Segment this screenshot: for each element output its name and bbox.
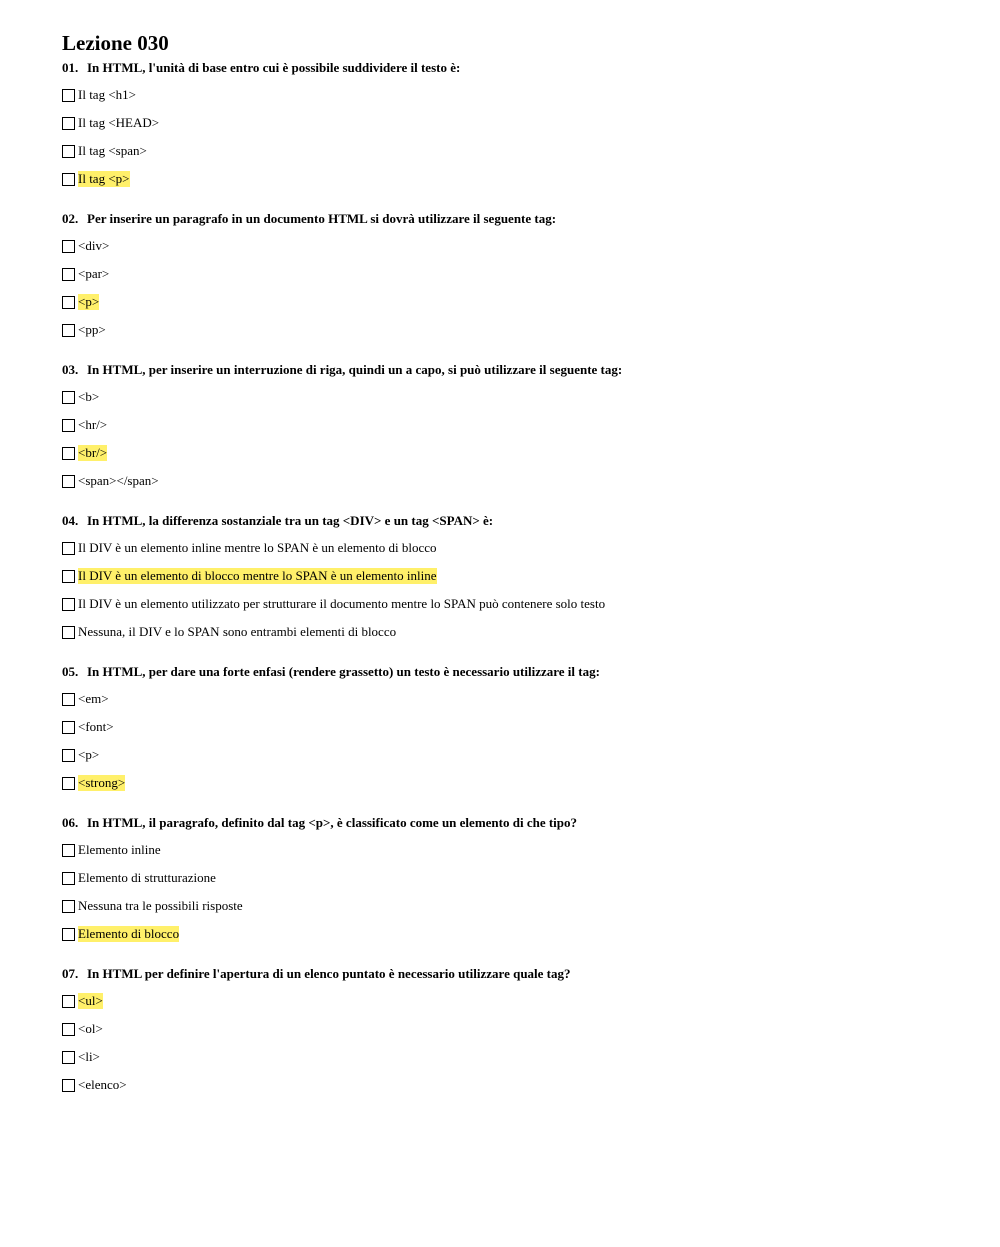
document-page	[62, 30, 962, 1099]
question-block	[62, 360, 962, 495]
answer-checkbox[interactable]	[62, 324, 75, 337]
answer-text-highlighted: Il tag <p>	[78, 171, 130, 186]
answer-checkbox[interactable]	[62, 145, 75, 158]
question-text	[62, 964, 962, 984]
answer-checkbox[interactable]	[62, 1023, 75, 1036]
answer-checkbox[interactable]	[62, 626, 75, 639]
answer-text-highlighted: <strong>	[78, 775, 126, 790]
answer-option[interactable]	[62, 383, 962, 411]
answer-text: Il DIV è un elemento utilizzato per strutturare il documento mentre lo SPAN può contenere solo testo	[78, 596, 606, 611]
answer-text: <div>	[78, 238, 110, 253]
answer-checkbox[interactable]	[62, 89, 75, 102]
answer-option[interactable]	[62, 741, 962, 769]
answer-option[interactable]	[62, 109, 962, 137]
answer-text: <hr/>	[78, 417, 108, 432]
answer-text: Il DIV è un elemento inline mentre lo SPAN è un elemento di blocco	[78, 540, 437, 555]
answer-option[interactable]	[62, 467, 962, 495]
answer-checkbox[interactable]	[62, 542, 75, 555]
answer-text-highlighted: <p>	[78, 294, 100, 309]
answer-text: <par>	[78, 266, 110, 281]
question-block	[62, 511, 962, 646]
question-label: Per inserire un paragrafo in un documento HTML si dovrà utilizzare il seguente tag:	[87, 211, 557, 226]
answer-text: <pp>	[78, 322, 106, 337]
answer-checkbox[interactable]	[62, 268, 75, 281]
question-number: 01.	[62, 60, 79, 75]
answer-text: <ol>	[78, 1021, 103, 1036]
question-block	[62, 662, 962, 797]
question-block	[62, 209, 962, 344]
answer-text: Nessuna tra le possibili risposte	[78, 898, 243, 913]
answer-checkbox[interactable]	[62, 173, 75, 186]
question-label: In HTML, il paragrafo, definito dal tag <p>, è classificato come un elemento di che tipo?	[87, 815, 578, 830]
question-label: In HTML, la differenza sostanziale tra un tag <DIV> e un tag <SPAN> è:	[87, 513, 494, 528]
question-block	[62, 58, 962, 193]
answer-text: <p>	[78, 747, 100, 762]
question-text	[62, 360, 962, 380]
answer-option[interactable]	[62, 534, 962, 562]
answer-option[interactable]	[62, 920, 962, 948]
question-list	[62, 58, 962, 1099]
answer-option[interactable]	[62, 769, 962, 797]
answer-checkbox[interactable]	[62, 844, 75, 857]
answer-text: Elemento inline	[78, 842, 161, 857]
question-block	[62, 964, 962, 1099]
page-title: Lezione 030	[62, 31, 169, 55]
question-number: 06.	[62, 815, 79, 830]
answer-option[interactable]	[62, 316, 962, 344]
answer-option[interactable]	[62, 836, 962, 864]
question-text	[62, 813, 962, 833]
answer-option[interactable]	[62, 232, 962, 260]
question-label: In HTML, l'unità di base entro cui è possibile suddividere il testo è:	[87, 60, 461, 75]
answer-option[interactable]	[62, 987, 962, 1015]
answer-checkbox[interactable]	[62, 900, 75, 913]
answer-checkbox[interactable]	[62, 928, 75, 941]
answer-text: Il tag <span>	[78, 143, 147, 158]
answer-checkbox[interactable]	[62, 777, 75, 790]
question-label: In HTML per definire l'apertura di un elenco puntato è necessario utilizzare quale tag?	[87, 966, 571, 981]
answer-text-highlighted: <br/>	[78, 445, 108, 460]
question-number: 05.	[62, 664, 79, 679]
answer-checkbox[interactable]	[62, 117, 75, 130]
answer-option[interactable]	[62, 439, 962, 467]
answer-option[interactable]	[62, 562, 962, 590]
answer-option[interactable]	[62, 590, 962, 618]
answer-option[interactable]	[62, 713, 962, 741]
question-text	[62, 662, 962, 682]
answer-text: <elenco>	[78, 1077, 127, 1092]
answer-checkbox[interactable]	[62, 995, 75, 1008]
answer-option[interactable]	[62, 1015, 962, 1043]
question-text	[62, 209, 962, 229]
question-label: In HTML, per dare una forte enfasi (rendere grassetto) un testo è necessario utilizzare il tag:	[87, 664, 600, 679]
answer-checkbox[interactable]	[62, 391, 75, 404]
question-block	[62, 813, 962, 948]
answer-text: Il tag <h1>	[78, 87, 136, 102]
answer-text: Nessuna, il DIV e lo SPAN sono entrambi elementi di blocco	[78, 624, 397, 639]
answer-option[interactable]	[62, 137, 962, 165]
answer-option[interactable]	[62, 1071, 962, 1099]
answer-option[interactable]	[62, 411, 962, 439]
answer-text: <li>	[78, 1049, 100, 1064]
answer-text: <em>	[78, 691, 109, 706]
answer-checkbox[interactable]	[62, 872, 75, 885]
question-text	[62, 511, 962, 531]
answer-option[interactable]	[62, 288, 962, 316]
answer-checkbox[interactable]	[62, 419, 75, 432]
answer-option[interactable]	[62, 1043, 962, 1071]
answer-checkbox[interactable]	[62, 570, 75, 583]
answer-text-highlighted: Elemento di blocco	[78, 926, 180, 941]
answer-option[interactable]	[62, 260, 962, 288]
question-number: 04.	[62, 513, 79, 528]
answer-checkbox[interactable]	[62, 447, 75, 460]
answer-checkbox[interactable]	[62, 475, 75, 488]
question-number: 02.	[62, 211, 79, 226]
answer-option[interactable]	[62, 618, 962, 646]
answer-checkbox[interactable]	[62, 721, 75, 734]
answer-checkbox[interactable]	[62, 1079, 75, 1092]
answer-option[interactable]	[62, 165, 962, 193]
answer-option[interactable]	[62, 864, 962, 892]
answer-checkbox[interactable]	[62, 296, 75, 309]
answer-text-highlighted: Il DIV è un elemento di blocco mentre lo SPAN è un elemento inline	[78, 568, 437, 583]
question-number: 07.	[62, 966, 79, 981]
answer-text: <font>	[78, 719, 114, 734]
answer-checkbox[interactable]	[62, 749, 75, 762]
answer-text: <b>	[78, 389, 100, 404]
answer-checkbox[interactable]	[62, 1051, 75, 1064]
answer-text-highlighted: <ul>	[78, 993, 103, 1008]
answer-option[interactable]	[62, 685, 962, 713]
answer-checkbox[interactable]	[62, 598, 75, 611]
answer-option[interactable]	[62, 892, 962, 920]
answer-text: <span></span>	[78, 473, 159, 488]
question-label: In HTML, per inserire un interruzione di riga, quindi un a capo, si può utilizzare il seguente tag:	[87, 362, 623, 377]
answer-text: Elemento di strutturazione	[78, 870, 216, 885]
answer-option[interactable]	[62, 81, 962, 109]
question-text	[62, 58, 962, 78]
answer-text: Il tag <HEAD>	[78, 115, 160, 130]
question-number: 03.	[62, 362, 79, 377]
answer-checkbox[interactable]	[62, 693, 75, 706]
answer-checkbox[interactable]	[62, 240, 75, 253]
